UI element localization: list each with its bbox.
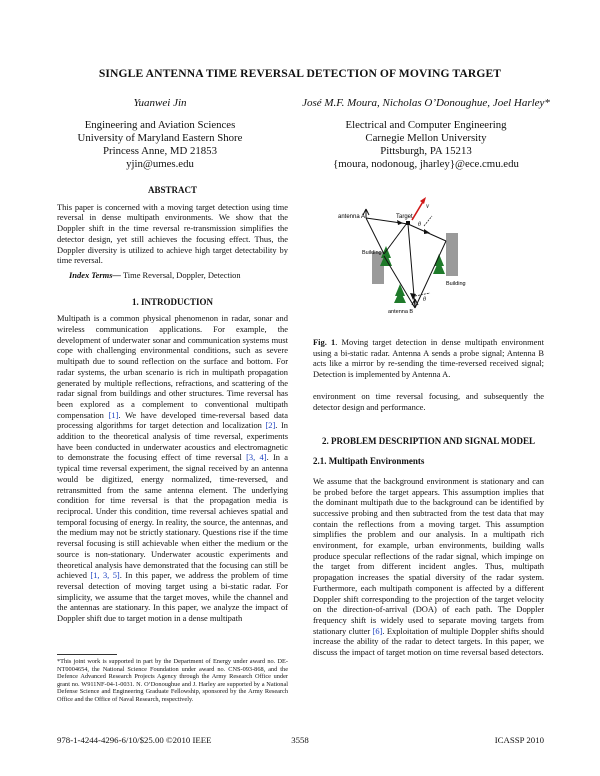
- label-velocity: v: [426, 202, 430, 210]
- index-terms-label: Index Terms—: [69, 269, 121, 280]
- label-antenna-a: antenna A: [338, 214, 366, 220]
- intro-text: . In a typical time reversal experiment, the signal received by an antenna would be digitized, energy normalized, time-reversed, and retransmitted from the same antenna element. The underlying condition for time reversal is that the propagation media is reciprocal. Under this condition, time reversal achieves spatial and temporal focusing of energy. In reality, the source, the antennas, and the medium may not be strictly stationary. Questions rise if the time reversal focusing is still achievable when either the medium or the source is non-stationary. Underwater acoustic experiments and theoretical analysis have demonstrated that the focusing can still be achieved: [57, 452, 289, 581]
- intro-text: Multipath is a common physical phenomenon in radar, sonar and wireless communication applications. For example, the development of underwater sonar and communication systems must cope with challenging environmental conditions, such as severe multipath due to sound reflection on the surface and bottom. For radar systems, the urban scenario is rich in multipath propagation generated by multiple reflections, refractions, and scattering of the radar signal from buildings and other structures. Time reversal has been explored as a complement to conventional multipath compensation: [57, 313, 288, 420]
- index-terms: [57, 270, 288, 281]
- section2-text: We assume that the background environment is stationary and can be probed before the target appears. This assumption implies that the dominant multipath due to the background can be identified by successive probing and then subtracted from the test data that may contain the reflections from a moving target. This assumption simplifies the problem and our analysis. In a multipath rich environment, for example, urban environments, building walls produce specular reflections of the radar signal, which impinge on the target from different incident angles. Thus, multipath propagation increases the spatial diversity of the radar system. Furthermore, each multipath component is affected by a different Doppler shift corresponding to the projection of the target velocity on the direction-of-arrival (DOA) of each path. The Doppler frequency shift is widely used to separate moving targets from stationary clutter: [313, 475, 544, 636]
- antenna-b-axis: [415, 293, 430, 296]
- citation-link[interactable]: [2]: [265, 420, 276, 431]
- citation-link[interactable]: [1]: [108, 409, 119, 420]
- label-theta-antenna: θ: [423, 297, 426, 303]
- label-building-right: Building: [446, 281, 466, 287]
- left-column: [57, 185, 288, 624]
- label-antenna-b: antenna B: [388, 309, 414, 315]
- affiliation-line: Pittsburgh, PA 15213: [380, 145, 472, 157]
- section2-text: . Exploitation of multiple Doppler shifts should increase the ability of the radar to detect targets. In this paper, we discuss the impact of target motion on time reversal based detectors.: [313, 625, 544, 658]
- subsection-heading: 2.1. Multipath Environments: [313, 456, 425, 467]
- figure-caption: [313, 337, 544, 380]
- author-email: yjin@umes.edu: [126, 158, 194, 170]
- target-marker: [406, 221, 410, 225]
- author-right: [292, 97, 560, 171]
- citation-link[interactable]: [3, 4]: [246, 452, 267, 463]
- intro-continuation: environment on time reversal focusing, and subsequently the detector design and performance.: [313, 391, 544, 412]
- label-building-left: Building: [362, 250, 382, 256]
- page-number: 3558: [291, 735, 309, 745]
- affiliation-line: Carnegie Mellon University: [365, 132, 487, 144]
- author-name-right: José M.F. Moura, Nicholas O’Donoughue, Joel Harley*: [302, 97, 550, 109]
- index-terms-text: Time Reversal, Doppler, Detection: [122, 269, 241, 280]
- intro-text: . In addition to the theoretical analysis of time reversal, experiments have been conducted in underwater acoustics and electromagnetic to demonstrate the focusing effect of time reversal: [57, 420, 288, 463]
- citation-link[interactable]: [1, 3, 5]: [90, 570, 120, 581]
- affiliation-line: Princess Anne, MD 21853: [103, 145, 217, 157]
- author-email: {moura, nodonoug, jharley}@ece.cmu.edu: [333, 158, 519, 170]
- author-left: [40, 97, 280, 171]
- affiliation-line: Engineering and Aviation Sciences: [84, 119, 236, 131]
- paper-title: SINGLE ANTENNA TIME REVERSAL DETECTION OF MOVING TARGET: [98, 67, 502, 80]
- building-right: [446, 233, 458, 276]
- section2-heading: 2. PROBLEM DESCRIPTION AND SIGNAL MODEL: [321, 436, 536, 447]
- intro-text: . In this paper, we address the problem of time reversal detection of moving target using a bi-static radar. For simplicity, we assume that the target moves, while the channel and the antennas are stationary. In this paper, we analyze the impact of Doppler shift due to target motion in a dense multipath: [57, 570, 288, 624]
- right-column: [313, 391, 544, 658]
- affiliation-line: Electrical and Computer Engineering: [345, 119, 507, 131]
- intro-paragraph: [57, 313, 288, 623]
- tree-icon: [394, 284, 406, 303]
- author-name-left: Yuanwei Jin: [133, 97, 187, 109]
- citation-link[interactable]: [6]: [372, 625, 383, 636]
- antenna-b-icon: [412, 299, 418, 308]
- figure-diagram: [320, 196, 535, 326]
- conference-name: ICASSP 2010: [494, 735, 544, 745]
- intro-heading: 1. INTRODUCTION: [131, 296, 213, 307]
- isbn-line: 978-1-4244-4296-6/10/$25.00 ©2010 IEEE: [57, 735, 212, 745]
- abstract-heading: ABSTRACT: [147, 185, 197, 195]
- footnote-rule: [57, 654, 117, 655]
- label-target: Target: [396, 214, 413, 220]
- abstract-text: This paper is concerned with a moving target detection using time reversal in dense multipath environments. We show that the Doppler shift in the time reversal re-transmission simplifies the detector design, yet still achieves the focusing effect. Thus, the Doppler diversity is utilized to achieve high target detectability by time reversal.: [57, 201, 288, 266]
- caption-label: Fig. 1: [313, 337, 336, 347]
- label-theta-target: θ: [418, 222, 421, 228]
- section2-paragraph: [313, 476, 544, 658]
- footnote: *This joint work is supported in part by the Department of Energy under award no. DE-NT0004654, the National Science Foundation under award no. CNS-093-868, and the Defence Advanced Research Projects Agency through the Army Research Office under grant no. W911NF-04-1-0031. N. O’Donoughue and J. Harley are supported by a National Defense Science and Engineering Graduate Fellowship, sponsored by the Army Research Office and the Office of Naval Research, respectively.: [57, 658, 288, 703]
- target-axis: [424, 216, 432, 226]
- caption-text: . Moving target detection in dense multipath environment using a bi-static radar. Antenna A sends a probe signal; Antenna B acts like a mirror by re-sending the time-reversed received signal; Detection is implemented by Antenna A.: [313, 337, 544, 380]
- target-velocity-arrow: [412, 200, 424, 220]
- affiliation-line: University of Maryland Eastern Shore: [77, 132, 243, 144]
- intro-text: . We have developed time-reversal based data processing algorithms for target detection and localization: [57, 409, 288, 431]
